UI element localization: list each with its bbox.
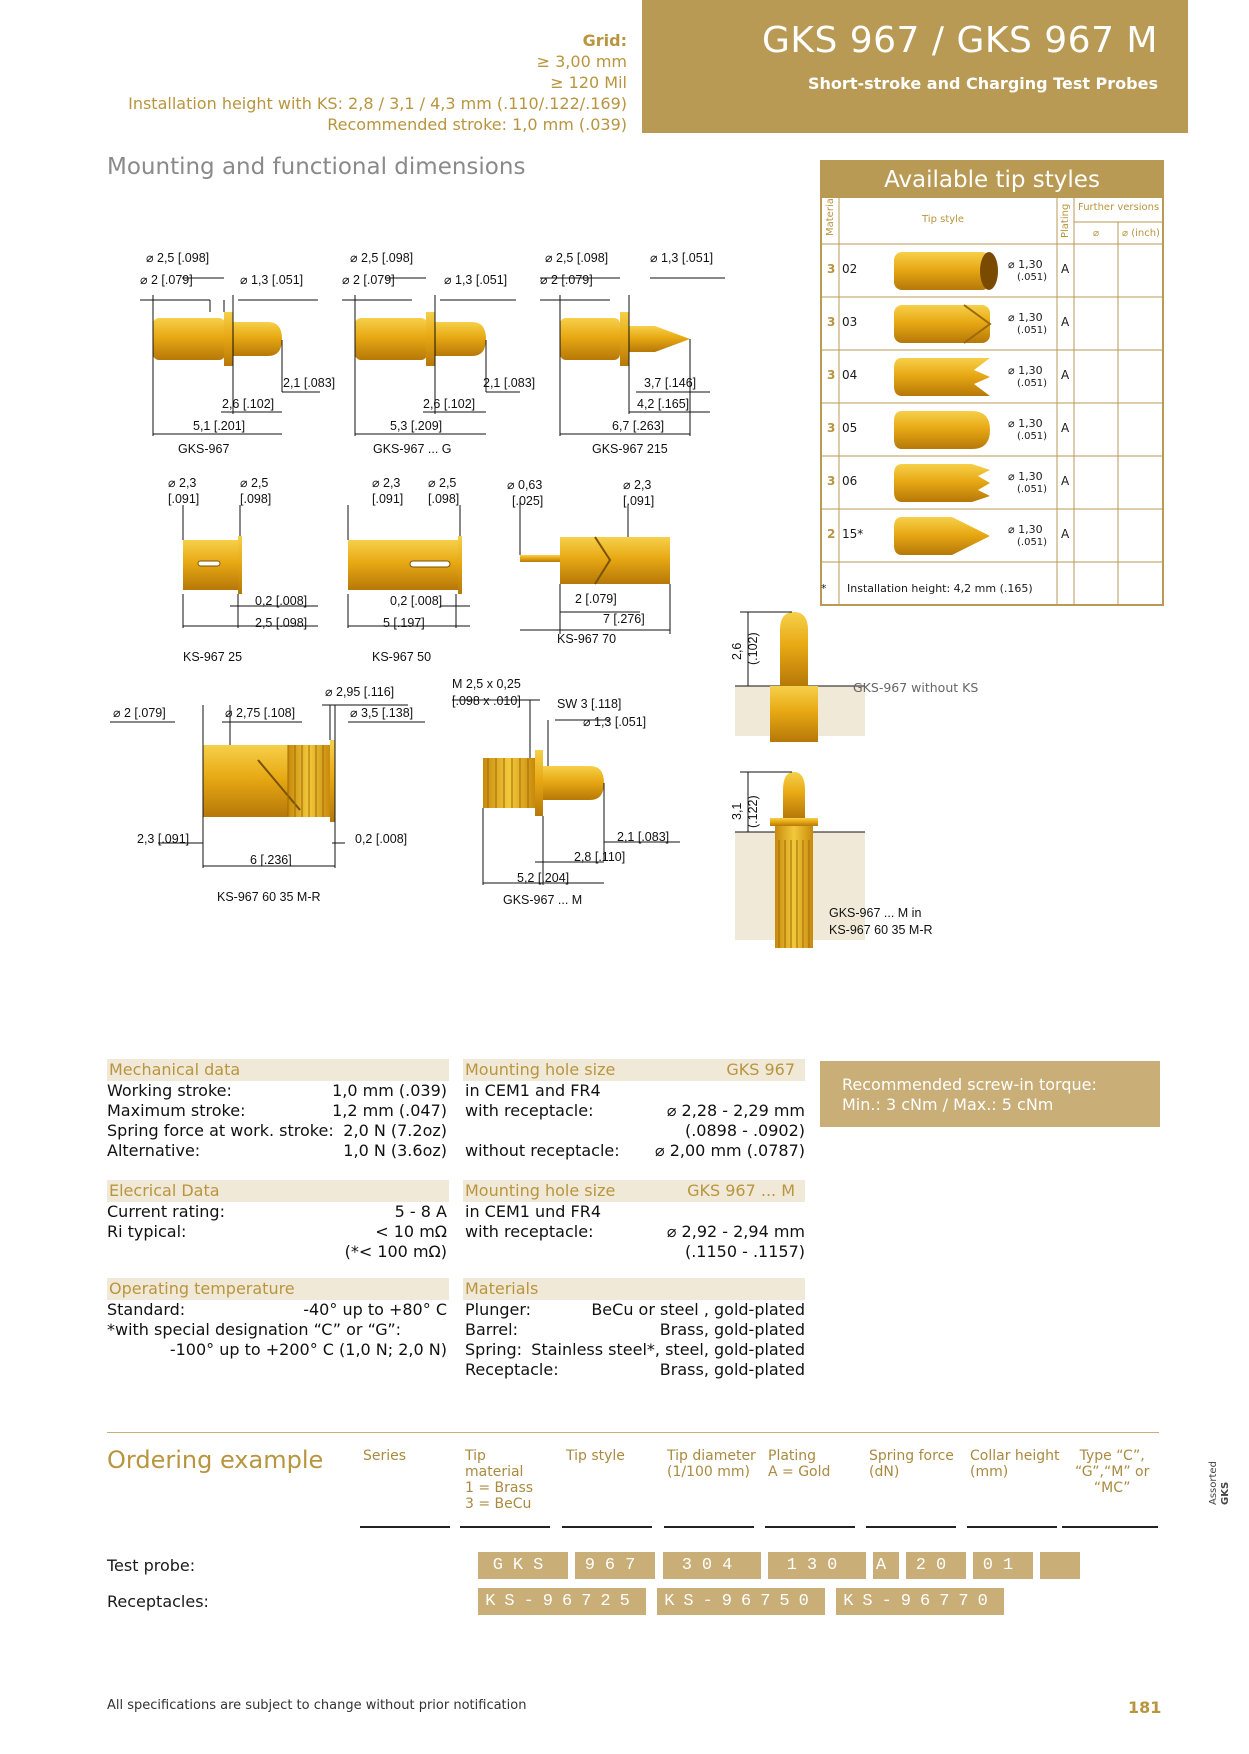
mat-label: Plunger: [465, 1300, 532, 1319]
m2-len-1: 2,1 [.083] [617, 830, 670, 844]
tip-06-icon [892, 462, 1002, 504]
tip-row-05[interactable] [822, 403, 1162, 456]
order-code-plating: A [873, 1552, 899, 1579]
recommended-stroke: Recommended stroke: 1,0 mm (.039) [327, 115, 627, 134]
ord-col-text: Tip diameter [667, 1448, 756, 1464]
hole1-with-value: ⌀ 2,28 - 2,29 mm [666, 1101, 805, 1120]
inst1-height-inch: (.102) [746, 632, 760, 665]
hole1-title [463, 1059, 805, 1081]
m1-len-1: 2,3 [.091] [137, 832, 190, 846]
torque-line-1: Recommended screw-in torque: [842, 1075, 1097, 1094]
hole1-title-text: Mounting hole size [465, 1060, 616, 1079]
ord-col-text: Plating [768, 1448, 817, 1464]
ord-line-2 [460, 1526, 550, 1528]
hole2-title [463, 1180, 805, 1202]
mech-row [107, 1121, 447, 1141]
temperature-title: Operating temperature [107, 1278, 449, 1300]
order-code-diameter: 130 [768, 1552, 866, 1579]
p2-dim-3: ⌀ 1,3 [.051] [444, 273, 508, 287]
m2-thread: M 2,5 x 0,25 [452, 677, 521, 691]
hole2-with-label: with receptacle: [465, 1222, 594, 1241]
m1-dim-2: ⌀ 2,75 [.108] [225, 706, 296, 720]
ord-line-3 [562, 1526, 652, 1528]
r2-dim-2b: [.098] [428, 492, 460, 506]
r2-dim-1a: ⌀ 2,3 [372, 476, 401, 490]
receptacles-label: Receptacles: [107, 1592, 209, 1611]
hole1-row [465, 1101, 805, 1121]
tip-03-icon [892, 303, 1002, 345]
ord-col-text: 3 = BeCu [465, 1496, 532, 1512]
hole1-without-label: without receptacle: [465, 1141, 620, 1160]
mech-label: Maximum stroke: [107, 1101, 246, 1120]
m2-len-3: 5,2 [.204] [517, 871, 570, 885]
col-material: Material [825, 195, 836, 236]
r3-dim-1a: ⌀ 0,63 [507, 478, 543, 492]
inst2-height-inch: (.122) [746, 795, 760, 828]
m1-dim-1: ⌀ 2 [.079] [113, 706, 166, 720]
mech-label: Alternative: [107, 1141, 201, 1160]
mech-value: 1,2 mm (.047) [332, 1101, 447, 1120]
r1-len-2: 2,5 [.098] [255, 616, 308, 630]
p3-len-2: 4,2 [.165] [637, 397, 690, 411]
r1-dim-1a: ⌀ 2,3 [168, 476, 197, 490]
col-tip-style: Tip style [922, 214, 965, 225]
tip-plating: A [1061, 527, 1070, 541]
hole2-with-value: ⌀ 2,92 - 2,94 mm [666, 1222, 805, 1241]
elec-label: Ri typical: [107, 1222, 187, 1241]
tip-dia: ⌀ 1,30 [1008, 470, 1043, 483]
r3-dim-2a: ⌀ 2,3 [623, 478, 652, 492]
mat-row [465, 1300, 805, 1320]
inst1-height: 2,6 [730, 642, 744, 660]
grid-label: Grid: [582, 31, 627, 50]
side-tab [1208, 1461, 1232, 1505]
ord-col-text: Tip style [566, 1448, 625, 1464]
ord-col-tip-style [566, 1448, 625, 1464]
mech-value: 2,0 N (7.2oz) [343, 1121, 447, 1140]
install-height: Installation height with KS: 2,8 / 3,1 / 4,3 mm (.110/.122/.169) [128, 94, 627, 113]
tip-dia-inch: (.051) [1017, 537, 1048, 548]
mat-label: Receptacle: [465, 1360, 559, 1379]
hole2-with-inch: (.1150 - .1157) [684, 1242, 805, 1261]
hole1-without-value: ⌀ 2,00 mm (.0787) [655, 1141, 805, 1160]
ord-line-8 [1062, 1526, 1158, 1528]
tip-05-icon [892, 409, 1002, 451]
footer-note: All specifications are subject to change without prior notification [107, 1698, 527, 1713]
m2-dim-1: ⌀ 1,3 [.051] [583, 715, 647, 729]
tip-table-title: Available tip styles [822, 162, 1162, 198]
r3-name: KS-967 70 [557, 632, 617, 646]
tip-row-15[interactable] [822, 509, 1162, 562]
elec-row [107, 1242, 447, 1262]
r3-len-1: 2 [.079] [575, 592, 617, 606]
col-plating: Plating [1060, 203, 1071, 238]
m2-len-2: 2,8 [.110] [574, 850, 626, 864]
elec-row [107, 1202, 447, 1222]
elec-value: 5 - 8 A [394, 1202, 447, 1221]
footnote-mark: * [821, 582, 827, 595]
ord-col-tip-material [465, 1448, 533, 1512]
temperature-data [107, 1300, 447, 1360]
hole1-line1: in CEM1 and FR4 [465, 1081, 601, 1100]
r1-name: KS-967 25 [183, 650, 243, 664]
tip-plating: A [1061, 368, 1070, 382]
mat-value: Brass, gold-plated [659, 1320, 805, 1339]
r2-dim-1b: [.091] [372, 492, 404, 506]
p1-len-3: 5,1 [.201] [193, 419, 246, 433]
section-title: Mounting and functional dimensions [107, 154, 526, 180]
torque-box [820, 1061, 1160, 1127]
inst2-name-2: KS-967 60 35 M-R [829, 923, 933, 937]
order-code-suffix [1040, 1552, 1080, 1579]
materials-data [465, 1300, 805, 1380]
tip-row-03[interactable] [822, 297, 1162, 350]
tip-code: 15* [842, 527, 864, 541]
materials-title: Materials [463, 1278, 805, 1300]
r1-len-1: 0,2 [.008] [255, 594, 308, 608]
tip-code: 02 [842, 262, 858, 276]
receptacle-drawing-2 [348, 505, 470, 628]
mat-value: Brass, gold-plated [659, 1360, 805, 1379]
tip-code: 05 [842, 421, 858, 435]
m1-len-3: 6 [.236] [250, 853, 292, 867]
p3-dim-1: ⌀ 2,5 [.098] [545, 251, 609, 265]
tip-plating: A [1061, 315, 1070, 329]
p2-dim-1: ⌀ 2,5 [.098] [350, 251, 414, 265]
tip-02-icon [892, 250, 1002, 292]
ord-col-text: “MC” [1093, 1480, 1131, 1496]
tip-material: 3 [827, 421, 836, 435]
p1-dim-3: ⌀ 1,3 [.051] [240, 273, 304, 287]
mat-label: Barrel: [465, 1320, 518, 1339]
mat-value: BeCu or steel , gold-plated [591, 1300, 805, 1319]
p3-len-3: 6,7 [.263] [612, 419, 665, 433]
inst1-name: GKS-967 without KS [853, 680, 979, 695]
ord-line-6 [866, 1526, 956, 1528]
mat-label: Spring: [465, 1340, 523, 1359]
mat-row [465, 1340, 805, 1360]
p2-len-3: 5,3 [.209] [390, 419, 443, 433]
mat-value: Stainless steel*, steel, gold-plated [531, 1340, 805, 1359]
order-code-series: GKS [478, 1552, 568, 1579]
mech-value: 1,0 mm (.039) [332, 1081, 447, 1100]
r2-len-1: 0,2 [.008] [390, 594, 443, 608]
ord-line-5 [765, 1526, 855, 1528]
m1-len-2: 0,2 [.008] [355, 832, 408, 846]
tip-dia: ⌀ 1,30 [1008, 258, 1043, 271]
p1-name: GKS-967 [178, 442, 230, 456]
ordering-divider [107, 1432, 1159, 1433]
page-number: 181 [1128, 1698, 1162, 1717]
hole2-row [465, 1222, 805, 1242]
ord-col-text: “G”,“M” or [1075, 1464, 1150, 1480]
page-subtitle: Short-stroke and Charging Test Probes [808, 74, 1158, 93]
tip-code: 06 [842, 474, 858, 488]
mat-row [465, 1360, 805, 1380]
hole2-title-text: Mounting hole size [465, 1181, 616, 1200]
hole2-tag: GKS 967 ... M [687, 1181, 795, 1200]
tip-dia: ⌀ 1,30 [1008, 364, 1043, 377]
p3-name: GKS-967 215 [592, 442, 668, 456]
hole2-data [465, 1202, 805, 1262]
hole1-tag: GKS 967 [726, 1060, 795, 1079]
m1-dim-4: ⌀ 3,5 [.138] [350, 706, 414, 720]
inst2-height: 3,1 [730, 802, 744, 820]
tip-04-icon [892, 356, 1002, 398]
mech-label: Working stroke: [107, 1081, 232, 1100]
tip-dia-inch: (.051) [1017, 484, 1048, 495]
hole1-row [465, 1141, 805, 1161]
hole1-data [465, 1081, 805, 1161]
ord-col-text: Tip [465, 1448, 486, 1464]
ord-col-text: (dN) [869, 1464, 900, 1480]
p2-dim-2: ⌀ 2 [.079] [342, 273, 395, 287]
r1-dim-2a: ⌀ 2,5 [240, 476, 269, 490]
p1-dim-2: ⌀ 2 [.079] [140, 273, 193, 287]
ord-col-text: Series [363, 1448, 407, 1464]
order-code-spring: 20 [906, 1552, 966, 1579]
ord-col-text: Spring force [869, 1448, 954, 1464]
temp-special: *with special designation “C” or “G”: [107, 1320, 402, 1339]
order-code-tip: 304 [663, 1552, 761, 1579]
probe-drawing-1 [140, 278, 320, 436]
temp-special-value: -100° up to +200° C (1,0 N; 2,0 N) [169, 1340, 447, 1359]
ord-col-series [363, 1448, 406, 1464]
m2-wrench-size: SW 3 [.118] [557, 697, 622, 711]
receptacle-code-3: KS-96770 [836, 1588, 1004, 1615]
hole2-line1: in CEM1 und FR4 [465, 1202, 602, 1221]
p2-len-1: 2,1 [.083] [483, 376, 536, 390]
tip-material: 3 [827, 262, 836, 276]
mech-row [107, 1141, 447, 1161]
order-code-collar: 01 [973, 1552, 1033, 1579]
ord-col-collar-height [970, 1448, 1060, 1480]
tip-plating: A [1061, 421, 1070, 435]
hole1-with-inch: (.0898 - .0902) [684, 1121, 805, 1140]
ord-line-1 [360, 1526, 450, 1528]
tip-material: 3 [827, 368, 836, 382]
tip-dia-inch: (.051) [1017, 325, 1048, 336]
ord-col-text: (1/100 mm) [667, 1464, 750, 1480]
temp-row [107, 1300, 447, 1320]
temp-value: -40° up to +80° C [303, 1300, 447, 1319]
tip-plating: A [1061, 474, 1070, 488]
tip-material: 3 [827, 315, 836, 329]
r1-dim-2b: [.098] [240, 492, 272, 506]
elec-value: (*< 100 mΩ) [344, 1242, 447, 1261]
grid-mm: ≥ 3,00 mm [536, 52, 627, 71]
receptacle-drawing-3 [520, 498, 670, 634]
grid-mil: ≥ 120 Mil [550, 73, 627, 92]
p1-dim-1: ⌀ 2,5 [.098] [146, 251, 210, 265]
tip-material: 2 [827, 527, 836, 541]
m1-name: KS-967 60 35 M-R [217, 890, 321, 904]
probe-drawing-2 [342, 278, 520, 436]
p1-len-1: 2,1 [.083] [283, 376, 336, 390]
r2-len-2: 5 [.197] [383, 616, 425, 630]
electrical-title: Elecrical Data [107, 1180, 449, 1202]
inst2-name-1: GKS-967 ... M in [829, 906, 922, 920]
ord-col-type [1075, 1448, 1149, 1496]
tip-row-06[interactable] [822, 456, 1162, 509]
receptacle-drawing-1 [183, 505, 318, 628]
ord-line-4 [664, 1526, 754, 1528]
ord-col-text: 1 = Brass [465, 1480, 534, 1496]
p3-dim-3: ⌀ 1,3 [.051] [650, 251, 714, 265]
order-code-type: 967 [575, 1552, 655, 1579]
ord-col-text: (mm) [970, 1464, 1009, 1480]
page-title: GKS 967 / GKS 967 M [761, 20, 1158, 61]
mech-row [107, 1101, 447, 1121]
ord-col-text: material [465, 1464, 524, 1480]
p3-dim-2: ⌀ 2 [.079] [540, 273, 593, 287]
r3-dim-2b: [.091] [623, 494, 655, 508]
r2-name: KS-967 50 [372, 650, 432, 664]
receptacle-code-2: KS-96750 [657, 1588, 825, 1615]
tip-row-04[interactable] [822, 350, 1162, 403]
mech-value: 1,0 N (3.6oz) [343, 1141, 447, 1160]
torque-line-2: Min.: 3 cNm / Max.: 5 cNm [842, 1095, 1054, 1114]
p2-name: GKS-967 ... G [373, 442, 452, 456]
r3-dim-1b: [.025] [512, 494, 544, 508]
receptacle-code-1: KS-96725 [478, 1588, 646, 1615]
tip-dia: ⌀ 1,30 [1008, 311, 1043, 324]
tip-dia: ⌀ 1,30 [1008, 523, 1043, 536]
m2-thread-inch: [.098 x .010] [452, 694, 521, 708]
temp-label: Standard: [107, 1300, 186, 1319]
tip-table-grid [822, 195, 1162, 604]
tip-plating: A [1061, 262, 1070, 276]
ord-line-7 [967, 1526, 1057, 1528]
tip-code: 04 [842, 368, 858, 382]
col-dia-inch: ⌀ (inch) [1122, 228, 1160, 239]
m1-dim-3: ⌀ 2,95 [.116] [325, 685, 395, 699]
ord-col-text: Collar height [970, 1448, 1060, 1464]
r2-dim-2a: ⌀ 2,5 [428, 476, 457, 490]
tip-dia: ⌀ 1,30 [1008, 417, 1043, 430]
m2-name: GKS-967 ... M [503, 893, 583, 907]
ord-col-text: A = Gold [768, 1464, 831, 1480]
mechanical-data [107, 1081, 447, 1161]
p1-len-2: 2,6 [.102] [222, 397, 275, 411]
tip-styles-table [820, 160, 1164, 606]
ord-col-text: Type “C”, [1079, 1448, 1145, 1464]
tip-footnote: Installation height: 4,2 mm (.165) [847, 582, 1033, 595]
ord-col-spring-force [869, 1448, 954, 1480]
side-tab-1: Assorted [1208, 1461, 1219, 1505]
tip-code: 03 [842, 315, 858, 329]
tip-dia-inch: (.051) [1017, 378, 1048, 389]
electrical-data [107, 1202, 447, 1262]
mech-label: Spring force at work. stroke: [107, 1121, 334, 1140]
tip-material: 3 [827, 474, 836, 488]
hole1-with-label: with receptacle: [465, 1101, 594, 1120]
tip-dia-inch: (.051) [1017, 431, 1048, 442]
mech-row [107, 1081, 447, 1101]
mechanical-title: Mechanical data [107, 1059, 449, 1081]
col-further: Further versions [1078, 202, 1160, 213]
ord-col-tip-diameter [667, 1448, 756, 1480]
r3-len-2: 7 [.276] [603, 612, 645, 626]
ord-col-plating [768, 1448, 830, 1480]
probe-drawing-3 [540, 278, 725, 436]
tip-row-02[interactable] [822, 244, 1162, 297]
test-probe-label: Test probe: [107, 1556, 196, 1575]
col-dia: ⌀ [1093, 228, 1100, 239]
elec-label: Current rating: [107, 1202, 225, 1221]
tip-dia-inch: (.051) [1017, 272, 1048, 283]
ordering-title: Ordering example [107, 1446, 324, 1474]
r1-dim-1b: [.091] [168, 492, 200, 506]
tip-15-icon [892, 515, 1002, 557]
side-tab-2: GKS [1220, 1481, 1231, 1505]
p3-len-1: 3,7 [.146] [644, 376, 697, 390]
p2-len-2: 2,6 [.102] [423, 397, 476, 411]
elec-value: < 10 mΩ [375, 1222, 447, 1241]
mat-row [465, 1320, 805, 1340]
elec-row [107, 1222, 447, 1242]
